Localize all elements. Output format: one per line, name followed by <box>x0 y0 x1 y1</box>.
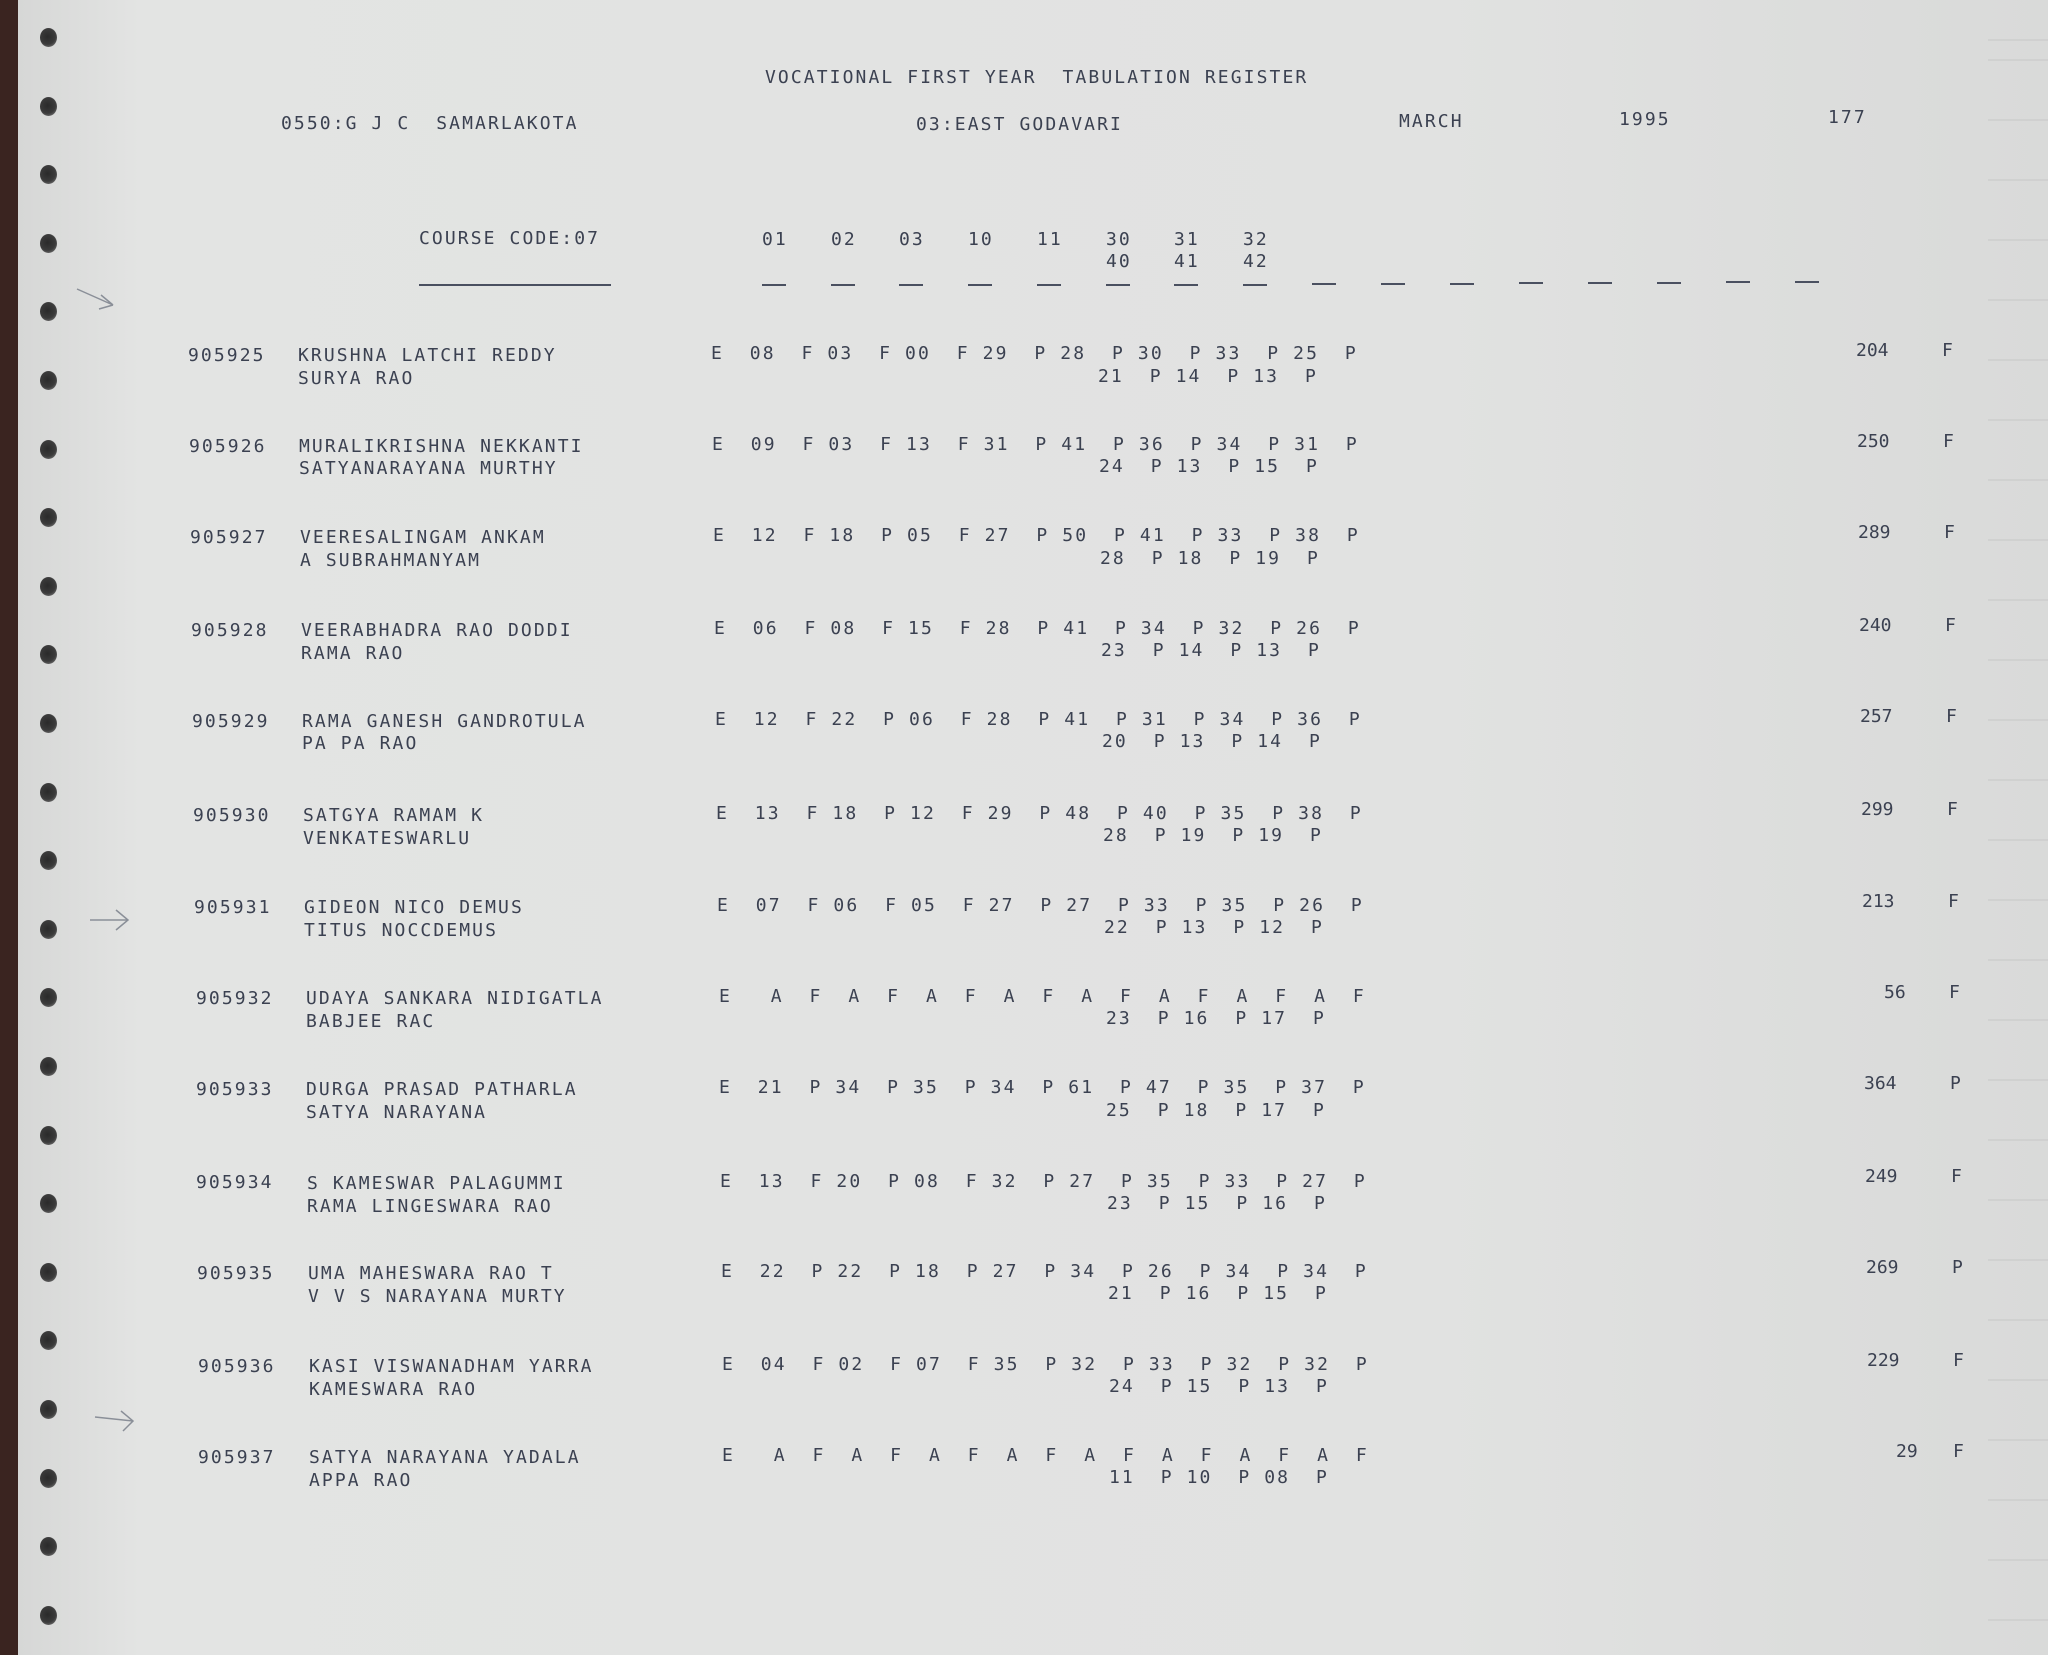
punch-hole <box>40 1057 57 1076</box>
punch-hole <box>40 97 57 116</box>
marks-line: E A F A F A F A F A F A F A F A F <box>719 986 1366 1007</box>
marks-line: E 12 F 18 P 05 F 27 P 50 P 41 P 33 P 38 P <box>713 525 1360 546</box>
parent-name: VENKATESWARLU <box>303 828 472 849</box>
total-marks: 250 <box>1857 431 1890 452</box>
subject-code: 11 <box>1037 229 1063 250</box>
parent-name: KAMESWARA RAO <box>309 1379 478 1400</box>
continuous-form-edge <box>1988 0 2048 1655</box>
arrow-mark-icon <box>88 905 148 935</box>
subject-code: 03 <box>899 229 925 250</box>
result: F <box>1944 522 1955 543</box>
marks-line: E A F A F A F A F A F A F A F A F <box>722 1445 1369 1466</box>
marks-line-2: 22 P 13 P 12 P <box>1104 917 1324 938</box>
punch-hole <box>40 851 57 870</box>
student-name: KASI VISWANADHAM YARRA <box>309 1356 594 1377</box>
total-marks: 269 <box>1866 1257 1899 1278</box>
roll-number: 905931 <box>194 897 272 918</box>
marks-line: E 06 F 08 F 15 F 28 P 41 P 34 P 32 P 26 P <box>714 618 1361 639</box>
marks-line-2: 28 P 19 P 19 P <box>1103 825 1323 846</box>
parent-name: SATYA NARAYANA <box>306 1102 488 1123</box>
result: F <box>1953 1350 1964 1371</box>
roll-number: 905932 <box>196 988 274 1009</box>
subject-code: 31 <box>1174 229 1200 250</box>
marks-line: E 13 F 20 P 08 F 32 P 27 P 35 P 33 P 27 P <box>720 1171 1367 1192</box>
parent-name: BABJEE RAC <box>306 1011 436 1032</box>
parent-name: PA PA RAO <box>302 733 419 754</box>
subject-code: 42 <box>1243 251 1269 272</box>
roll-number: 905937 <box>198 1447 276 1468</box>
parent-name: TITUS NOCCDEMUS <box>304 920 499 941</box>
total-marks: 213 <box>1862 891 1895 912</box>
subject-code: 30 <box>1106 229 1132 250</box>
punch-hole <box>40 1194 57 1213</box>
marks-line: E 13 F 18 P 12 F 29 P 48 P 40 P 35 P 38 P <box>716 803 1363 824</box>
student-name: UMA MAHESWARA RAO T <box>308 1263 554 1284</box>
total-marks: 364 <box>1864 1073 1897 1094</box>
course-code: COURSE CODE:07 <box>419 228 601 249</box>
punch-hole <box>40 1126 57 1145</box>
punch-hole <box>40 28 57 47</box>
total-marks: 229 <box>1867 1350 1900 1371</box>
punch-hole <box>40 371 57 390</box>
roll-number: 905925 <box>188 345 266 366</box>
marks-line-2: 21 P 16 P 15 P <box>1108 1283 1328 1304</box>
roll-number: 905929 <box>192 711 270 732</box>
subject-code: 32 <box>1243 229 1269 250</box>
total-marks: 204 <box>1856 340 1889 361</box>
student-name: MURALIKRISHNA NEKKANTI <box>299 436 584 457</box>
student-name: DURGA PRASAD PATHARLA <box>306 1079 578 1100</box>
student-name: UDAYA SANKARA NIDIGATLA <box>306 988 604 1009</box>
result: F <box>1946 706 1957 727</box>
marks-line: E 21 P 34 P 35 P 34 P 61 P 47 P 35 P 37 P <box>719 1077 1366 1098</box>
student-name: RAMA GANESH GANDROTULA <box>302 711 587 732</box>
punch-hole <box>40 1331 57 1350</box>
punch-hole <box>40 988 57 1007</box>
parent-name: SURYA RAO <box>298 368 415 389</box>
result: F <box>1947 799 1958 820</box>
result: F <box>1948 891 1959 912</box>
result: P <box>1952 1257 1963 1278</box>
marks-line-2: 23 P 14 P 13 P <box>1101 640 1321 661</box>
total-marks: 257 <box>1860 706 1893 727</box>
student-name: SATGYA RAMAM K <box>303 805 485 826</box>
marks-line-2: 21 P 14 P 13 P <box>1098 366 1318 387</box>
marks-line-2: 23 P 15 P 16 P <box>1107 1193 1327 1214</box>
student-name: GIDEON NICO DEMUS <box>304 897 524 918</box>
punch-hole <box>40 1400 57 1419</box>
result: F <box>1949 982 1960 1003</box>
total-marks: 240 <box>1859 615 1892 636</box>
marks-line-2: 23 P 16 P 17 P <box>1106 1008 1326 1029</box>
roll-number: 905930 <box>193 805 271 826</box>
marks-line-2: 28 P 18 P 19 P <box>1100 548 1320 569</box>
parent-name: RAMA RAO <box>301 643 405 664</box>
punch-hole <box>40 783 57 802</box>
roll-number: 905926 <box>189 436 267 457</box>
course-underline <box>419 284 611 286</box>
punch-hole <box>40 1469 57 1488</box>
punch-hole <box>40 645 57 664</box>
arrow-mark-icon <box>73 285 133 315</box>
punch-hole <box>40 1263 57 1282</box>
arrow-mark-icon <box>93 1405 153 1435</box>
punch-hole <box>40 302 57 321</box>
student-name: KRUSHNA LATCHI REDDY <box>298 345 557 366</box>
subject-code: 10 <box>968 229 994 250</box>
parent-name: APPA RAO <box>309 1470 413 1491</box>
roll-number: 905927 <box>190 527 268 548</box>
punch-hole <box>40 1537 57 1556</box>
punch-hole <box>40 714 57 733</box>
marks-line-2: 24 P 15 P 13 P <box>1109 1376 1329 1397</box>
student-name: SATYA NARAYANA YADALA <box>309 1447 581 1468</box>
punch-hole <box>40 440 57 459</box>
student-name: VEERABHADRA RAO DODDI <box>301 620 573 641</box>
roll-number: 905933 <box>196 1079 274 1100</box>
punch-hole <box>40 577 57 596</box>
total-marks: 299 <box>1861 799 1894 820</box>
punch-hole <box>40 234 57 253</box>
marks-line: E 09 F 03 F 13 F 31 P 41 P 36 P 34 P 31 P <box>712 434 1359 455</box>
page-number: 177 <box>1828 107 1867 128</box>
total-marks: 249 <box>1865 1166 1898 1187</box>
marks-line-2: 25 P 18 P 17 P <box>1106 1100 1326 1121</box>
subject-code: 01 <box>762 229 788 250</box>
subject-code: 41 <box>1174 251 1200 272</box>
result: F <box>1943 431 1954 452</box>
roll-number: 905936 <box>198 1356 276 1377</box>
marks-line: E 12 F 22 P 06 F 28 P 41 P 31 P 34 P 36 P <box>715 709 1362 730</box>
result: F <box>1951 1166 1962 1187</box>
college-code: 0550:G J C SAMARLAKOTA <box>281 113 579 134</box>
marks-line-2: 20 P 13 P 14 P <box>1102 731 1322 752</box>
result: F <box>1942 340 1953 361</box>
marks-line: E 08 F 03 F 00 F 29 P 28 P 30 P 33 P 25 P <box>711 343 1358 364</box>
marks-line-2: 11 P 10 P 08 P <box>1109 1467 1329 1488</box>
result: F <box>1953 1441 1964 1462</box>
total-marks: 289 <box>1858 522 1891 543</box>
student-name: VEERESALINGAM ANKAM <box>300 527 546 548</box>
total-marks: 29 <box>1896 1441 1918 1462</box>
result: P <box>1950 1073 1961 1094</box>
total-marks: 56 <box>1884 982 1906 1003</box>
district: 03:EAST GODAVARI <box>916 114 1123 135</box>
subject-code: 02 <box>831 229 857 250</box>
student-name: S KAMESWAR PALAGUMMI <box>307 1173 566 1194</box>
register-title: VOCATIONAL FIRST YEAR TABULATION REGISTER <box>765 67 1309 88</box>
punch-hole <box>40 165 57 184</box>
parent-name: A SUBRAHMANYAM <box>300 550 482 571</box>
punch-hole <box>40 920 57 939</box>
marks-line: E 04 F 02 F 07 F 35 P 32 P 33 P 32 P 32 P <box>722 1354 1369 1375</box>
marks-line-2: 24 P 13 P 15 P <box>1099 456 1319 477</box>
parent-name: V V S NARAYANA MURTY <box>308 1286 567 1307</box>
parent-name: RAMA LINGESWARA RAO <box>307 1196 553 1217</box>
subject-code: 40 <box>1106 251 1132 272</box>
roll-number: 905935 <box>197 1263 275 1284</box>
roll-number: 905934 <box>196 1172 274 1193</box>
marks-line: E 22 P 22 P 18 P 27 P 34 P 26 P 34 P 34 P <box>721 1261 1368 1282</box>
roll-number: 905928 <box>191 620 269 641</box>
result: F <box>1945 615 1956 636</box>
punch-hole <box>40 508 57 527</box>
exam-year: 1995 <box>1619 109 1671 130</box>
register-sheet <box>18 0 2048 1655</box>
parent-name: SATYANARAYANA MURTHY <box>299 458 558 479</box>
exam-month: MARCH <box>1399 111 1464 132</box>
punch-hole <box>40 1606 57 1625</box>
marks-line: E 07 F 06 F 05 F 27 P 27 P 33 P 35 P 26 P <box>717 895 1364 916</box>
